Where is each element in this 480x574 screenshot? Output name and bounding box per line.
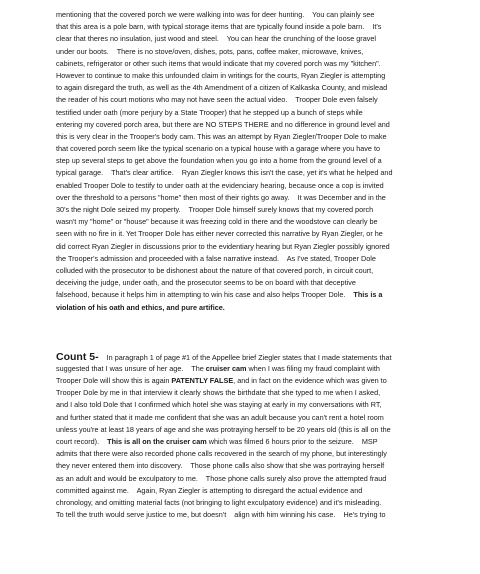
text-run: mentioning that the covered porch we were walking into was for deer hunting. You can plainly see: [56, 10, 375, 19]
text-run: and I also told Dole that I confirmed which hotel she was staying at early in my conversations with RT,: [56, 400, 382, 410]
text-run: In paragraph 1 of page #1 of the Appellee brief Ziegler states that I made statements that: [98, 352, 392, 362]
text-line: [56, 143, 460, 155]
text-run: wasn't my "home" or "house" because it was freezing cold in there and the woodstove can clearly be: [56, 217, 378, 227]
text-run: seen with no fire in it. Yet Trooper Dole has either never corrected this narrative by Ryan Ziegler, or he: [56, 229, 383, 239]
text-line: [56, 21, 460, 33]
text-run: that this area is a pole barn, with typical storage items that are typically found inside a pole barn. It's: [56, 22, 382, 32]
emphasized-text: violation of his oath and ethics, and pure artifice.: [56, 302, 225, 312]
text-run: , and in fact on the evidence which was given to: [233, 376, 387, 386]
text-line: [56, 82, 460, 94]
text-line: [56, 70, 460, 82]
text-line: [56, 424, 460, 436]
paragraph-count-5: [56, 351, 460, 522]
text-run: chronology, and omitting material facts (not bringing to light exculpatory evidence) and it's misleading.: [56, 497, 382, 507]
text-run: clear that theres no insulation, just wood and steel. You can hear the crunching of the loose gravel: [56, 34, 377, 44]
text-run: did correct Ryan Ziegler in discussions prior to the evidentiary hearing but Ryan Ziegler possibly ignored: [56, 241, 390, 251]
text-line: [56, 253, 460, 265]
text-line: [56, 228, 460, 240]
text-line: [56, 9, 460, 21]
text-line: [56, 58, 460, 70]
text-line: [56, 216, 460, 228]
text-line: [56, 265, 460, 277]
text-run: suggested that I was unsure of her age. The: [56, 363, 206, 373]
text-line: [56, 107, 460, 119]
text-line: [56, 497, 460, 509]
text-run: To tell the truth would serve justice to me, but doesn't align with him winning his case. He's trying to: [56, 510, 386, 520]
text-run: Trooper Dole will show this is again: [56, 376, 172, 386]
count-heading: Count 5-: [56, 350, 99, 363]
text-run: when I was filing my fraud complaint with: [246, 363, 380, 373]
text-line: [56, 289, 460, 301]
text-line: [56, 363, 460, 375]
text-line: [56, 131, 460, 143]
paragraph-porch-narrative: [56, 9, 460, 314]
text-run: Trooper Dole by me in that interview it clearly shows the birthdate that she typed to me when I asked,: [56, 388, 381, 398]
text-run: this is very clear in the Trooper's body cam. This was an attempt by Ryan Ziegler/Trooper Dole to make: [56, 131, 387, 141]
text-line: [56, 448, 460, 460]
text-run: over the threshold to a persons "home" then most of their rights go away. It was December and in the: [56, 192, 386, 202]
text-run: enabled Trooper Dole to testify to under oath at the evidenciary hearing, because once a cop is invited: [56, 180, 384, 190]
text-line: [56, 204, 460, 216]
text-line: [56, 155, 460, 167]
text-line: [56, 192, 460, 204]
text-line: [56, 387, 460, 399]
text-line: [56, 119, 460, 131]
text-run: under our boots. There is no stove/oven, dishes, pots, pans, coffee maker, microwave, knives,: [56, 46, 364, 56]
text-run: which was filmed 6 hours prior to the seizure. MSP: [206, 437, 378, 446]
text-line: [56, 94, 460, 106]
text-run: as an adult and would be exculpatory to me. Those phone calls surely also prove the attempted fraud: [56, 473, 387, 483]
paragraph-gap: [56, 314, 460, 351]
text-run: the reader of his court motions who may not have seen the actual video. Trooper Dole even falsely: [56, 95, 378, 105]
text-line: [56, 460, 460, 472]
text-run: deceiving the judge, under oath, and the prosecutor seems to be on board with that deceptive: [56, 278, 356, 288]
text-line: [56, 485, 460, 497]
text-line: [56, 167, 460, 179]
text-run: typical garage. That's clear artifice. Ryan Ziegler knows this isn't the case, yet it's what he helped and: [56, 168, 393, 178]
text-line: [56, 33, 460, 45]
text-run: falsehood, because it helps him in attempting to win his case and also helps Trooper Dole.: [56, 290, 354, 300]
text-run: unless you're at least 18 years of age and she was protraying herself to be 20 years old (this is all on the: [56, 424, 391, 434]
text-line: [56, 473, 460, 485]
text-line: [56, 180, 460, 192]
text-line: [56, 509, 460, 521]
text-run: the Trooper's admission and proceeded with a false narrative instead. As I've stated, Trooper Dole: [56, 253, 376, 263]
text-line: [56, 277, 460, 289]
emphasized-text: PATENTLY FALSE: [171, 376, 234, 386]
text-run: and further stated that it made me confident that she was an adult because you can't rent a hotel room: [56, 412, 384, 422]
text-run: colluded with the prosecutor to be dishonest about the nature of that covered porch, in circuit court,: [56, 265, 374, 275]
text-line: [56, 375, 460, 387]
emphasized-text: This is a: [353, 290, 383, 300]
emphasized-text: This is all on the cruiser cam: [107, 437, 207, 446]
text-run: step up several steps to get above the foundation when you go into a home from the ground level of a: [56, 156, 382, 166]
text-line: [56, 241, 460, 253]
text-line: [56, 436, 460, 448]
text-run: cabinets, refrigerator or other such items that would indicate that my covered porch was my "kitchen".: [56, 58, 381, 68]
text-run: entering my covered porch area, but there are NO STEPS THERE and no difference in ground level and: [56, 119, 390, 129]
text-line: [56, 302, 460, 314]
text-run: 30's the night Dole seized my property. Trooper Dole himself surely knows that my covered porch: [56, 205, 374, 214]
text-line: [56, 399, 460, 411]
text-line: [56, 412, 460, 424]
text-run: testified under oath (more perjury by a State Trooper) that he stepped up a bunch of steps while: [56, 107, 363, 117]
text-run: court record).: [56, 437, 108, 446]
text-run: that covered porch seem like the typical scenario on a typical house with a garage where you have to: [56, 144, 381, 154]
text-line: [56, 46, 460, 58]
text-run: to again disregard the truth, as well as the 4th Amendment of a citizen of Kalkaska County, and mislead: [56, 83, 388, 93]
text-run: committed against me. Again, Ryan Ziegler is attempting to disregard the actual evidence and: [56, 485, 363, 495]
text-run: However to continue to make this unfounded claim in writings for the courts, Ryan Ziegler is attempting: [56, 70, 386, 80]
text-line: [56, 351, 460, 363]
emphasized-text: cruiser cam: [205, 363, 247, 373]
text-run: they never entered them into discovery. Those phone calls also show that she was portraying herself: [56, 461, 385, 471]
text-run: admits that there were also recorded phone calls recovered in the search of my phone, but interestingly: [56, 449, 387, 459]
